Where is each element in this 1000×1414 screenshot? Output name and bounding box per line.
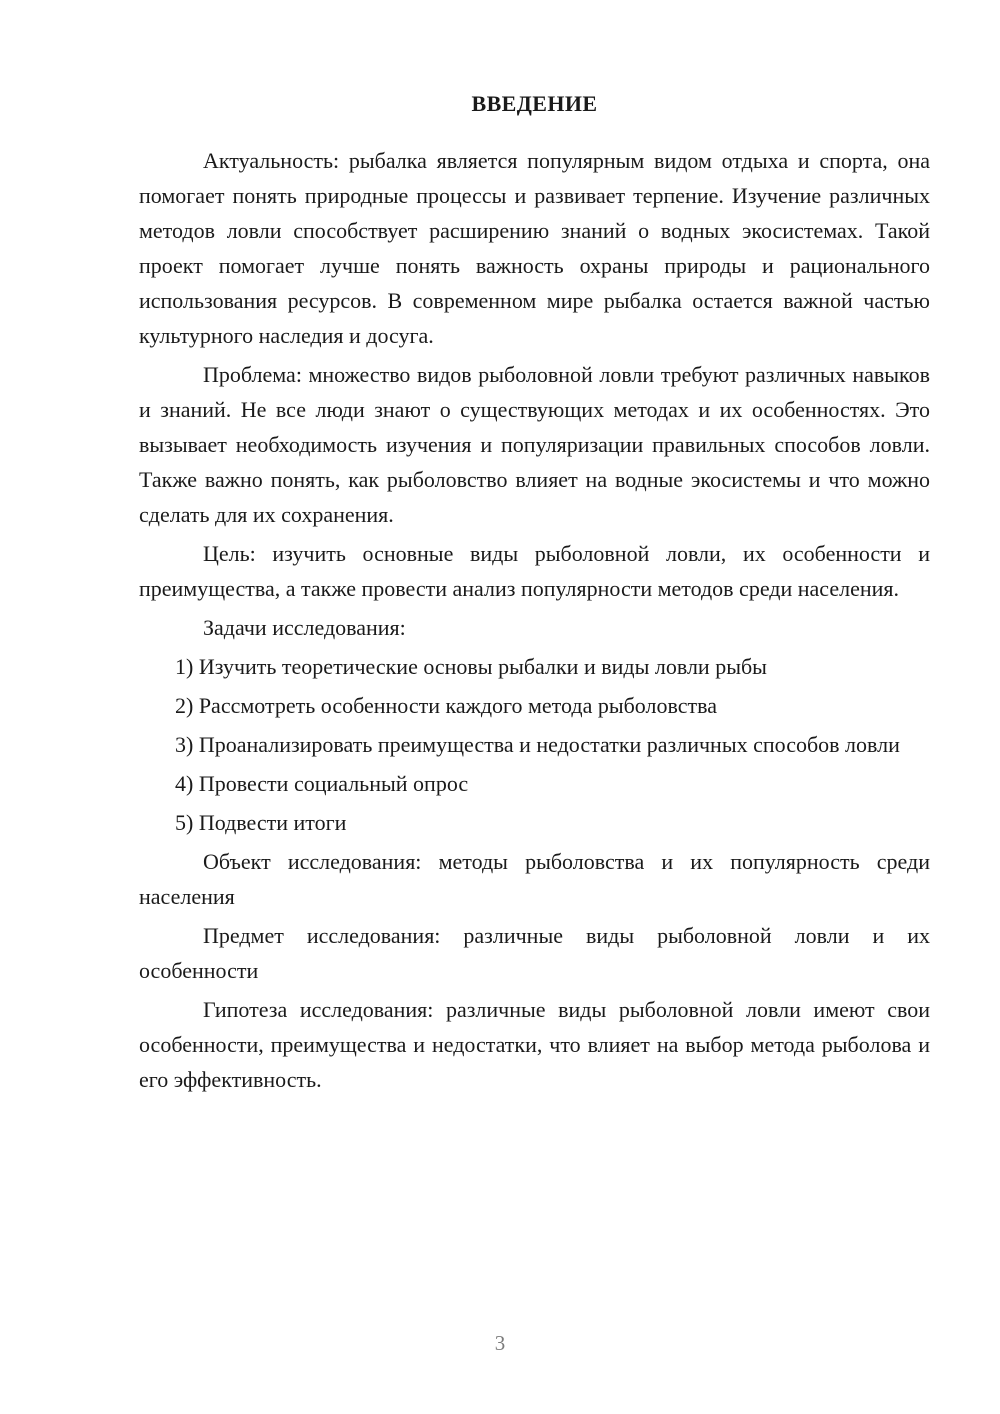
list-item: 1) Изучить теоретические основы рыбалки и виды ловли рыбы — [175, 654, 767, 679]
page-title: ВВЕДЕНИЕ — [471, 91, 598, 116]
paragraph-problem: Проблема: множество видов рыболовной ловли требуют различных навыков и знаний. Не все люди знают о существующих методах и их особенностях. Это вызывает необходимость изучения и популяризации правильных способов ловли. Также важно понять, как рыболовство влияет на водные экосистемы и что можно сделать для их сохранения. — [139, 362, 930, 527]
paragraph-object: Объект исследования: методы рыболовства и их популярность среди населения — [139, 849, 930, 909]
list-item: 2) Рассмотреть особенности каждого метода рыболовства — [175, 693, 717, 718]
page-number: 3 — [494, 1331, 506, 1355]
document-body — [139, 86, 930, 1101]
paragraph-hypothesis: Гипотеза исследования: различные виды рыболовной ловли имеют свои особенности, преимущества и недостатки, что влияет на выбор метода рыболова и его эффективность. — [139, 997, 930, 1092]
paragraph-relevance: Актуальность: рыбалка является популярным видом отдыха и спорта, она помогает понять природные процессы и развивает терпение. Изучение различных методов ловли способствует расширению знаний о водных экосистемах. Такой проект помогает лучше понять важность охраны природы и рационального использования ресурсов. В современном мире рыбалка остается важной частью культурного наследия и досуга. — [139, 148, 930, 348]
paragraph-subject: Предмет исследования: различные виды рыболовной ловли и их особенности — [139, 923, 930, 983]
list-item: 4) Провести социальный опрос — [175, 771, 469, 796]
list-item: 5) Подвести итоги — [175, 810, 347, 835]
paragraph-tasks-heading: Задачи исследования: — [203, 615, 406, 640]
paragraph-goal: Цель: изучить основные виды рыболовной ловли, их особенности и преимущества, а также провести анализ популярности методов среди населения. — [139, 541, 930, 601]
list-item: 3) Проанализировать преимущества и недостатки различных способов ловли — [175, 732, 900, 757]
